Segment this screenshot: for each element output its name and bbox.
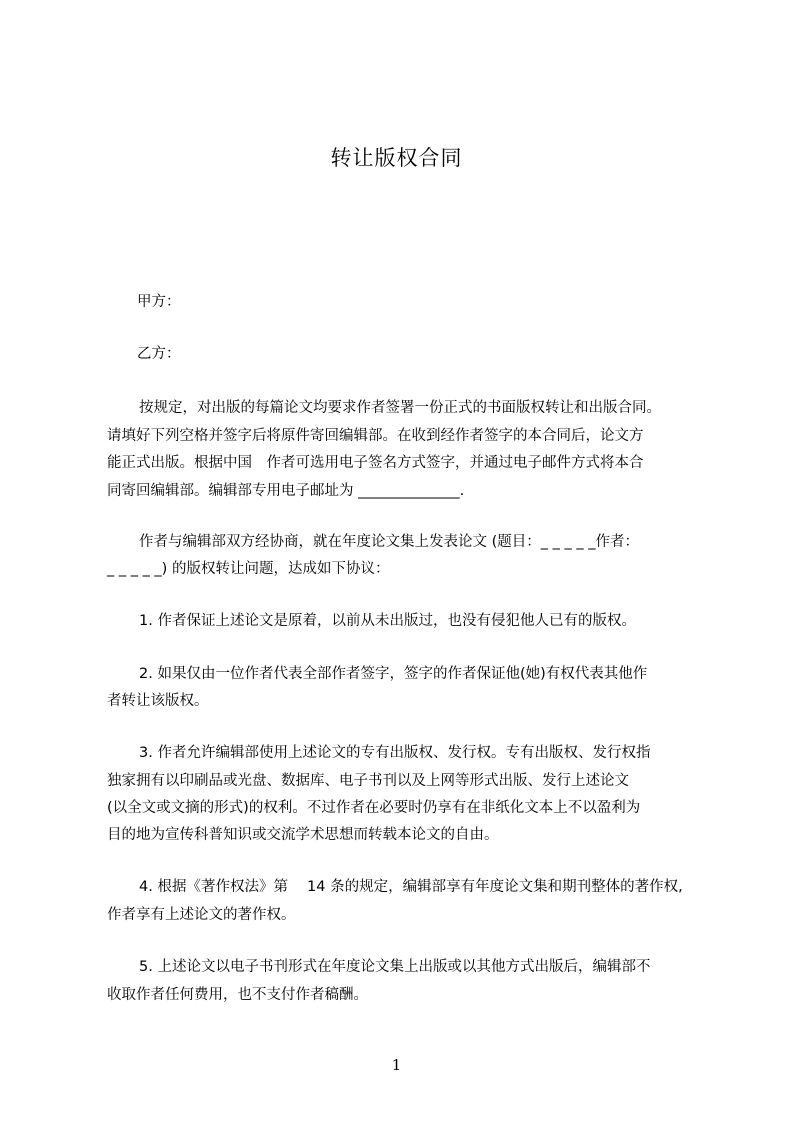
intro-line-2: 请填好下列空格并签字后将原件寄回编辑部。在收到经作者签字的本合同后，论文方 xyxy=(107,428,644,444)
party-a-label: 甲方： xyxy=(137,294,181,310)
clause-4-line-1: 4. 根据《著作权法》第 14 条的规定，编辑部享有年度论文集和期刊整体的著作权, xyxy=(139,879,683,895)
clause-3-line-2: 独家拥有以印刷品或光盘、数据库、电子书刊以及上网等形式出版、发行上述论文 xyxy=(107,773,629,789)
clause-3-line-4: 目的地为宣传科普知识或交流学术思想而转载本论文的自由。 xyxy=(107,827,499,843)
agreement-line-2: _ _ _ _ _) 的版权转让问题，达成如下协议： xyxy=(107,561,390,577)
clause-1-line-1: 1. 作者保证上述论文是原着，以前从未出版过，也没有侵犯他人已有的版权。 xyxy=(139,613,636,629)
clause-4-line-2: 作者享有上述论文的著作权。 xyxy=(107,907,296,923)
party-b-label: 乙方： xyxy=(137,346,181,362)
intro-line-1: 按规定，对出版的每篇论文均要求作者签署一份正式的书面版权转让和出版合同。 xyxy=(139,400,661,416)
page-number: 1 xyxy=(391,1056,402,1074)
clause-3-line-3: (以全文或文摘的形式)的权利。不过作者在必要时仍享有在非纸化文本上不以盈利为 xyxy=(107,800,641,816)
clause-5-line-1: 5. 上述论文以电子书刊形式在年度论文集上出版或以其他方式出版后，编辑部不 xyxy=(139,959,651,975)
clause-2-line-1: 2. 如果仅由一位作者代表全部作者签字，签字的作者保证他(她)有权代表其他作 xyxy=(139,666,648,682)
intro-line-4: 同寄回编辑部。编辑部专用电子邮址为 ______________. xyxy=(107,483,465,499)
agreement-line-1: 作者与编辑部双方经协商，就在年度论文集上发表论文 (题目：_ _ _ _ _作者： xyxy=(139,534,639,550)
intro-line-3: 能正式出版。根据中国 作者可选用电子签名方式签字，并通过电子邮件方式将本合 xyxy=(107,455,644,471)
clause-2-line-2: 者转让该版权。 xyxy=(107,693,209,709)
clause-5-line-2: 收取作者任何费用，也不支付作者稿酬。 xyxy=(107,987,368,1003)
document-title: 转让版权合同 xyxy=(330,146,463,170)
clause-3-line-1: 3. 作者允许编辑部使用上述论文的专有出版权、发行权。专有出版权、发行权指 xyxy=(139,745,651,761)
